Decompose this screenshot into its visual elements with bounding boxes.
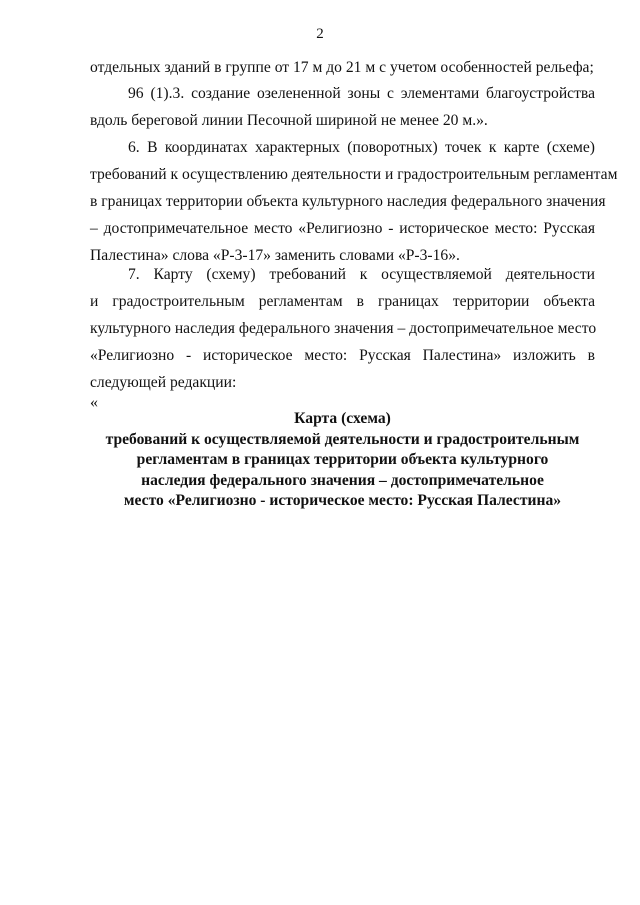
paragraph-line: «Религиозно - историческое место: Русская Палестина» изложить в — [90, 347, 595, 364]
page-number: 2 — [316, 26, 324, 42]
paragraph-item-7 — [90, 261, 595, 396]
paragraph-line: 96 (1).3. создание озелененной зоны с элементами благоустройства — [128, 85, 595, 102]
paragraph-line: культурного наследия федерального значения – достопримечательное место — [90, 320, 597, 337]
paragraph-line: Палестина» слова «Р-3-17» заменить словами «Р-3-16». — [90, 247, 460, 264]
paragraph-line: вдоль береговой линии Песочной шириной не менее 20 м.». — [90, 112, 488, 129]
map-title-line: Карта (схема) — [294, 410, 391, 427]
paragraph-line: и градостроительным регламентам в границах территории объекта — [90, 293, 595, 310]
paragraph-line: 7. Карту (схему) требований к осуществляемой деятельности — [128, 266, 595, 283]
paragraph-item-6 — [90, 134, 618, 269]
paragraph-line: 6. В координатах характерных (поворотных) точек к карте (схеме) — [128, 139, 595, 156]
opening-quote-mark: « — [90, 394, 98, 411]
paragraph-item-96-1-3 — [90, 80, 595, 134]
paragraph-line: следующей редакции: — [90, 374, 237, 391]
paragraph-line: в границах территории объекта культурного наследия федерального значения — [90, 193, 606, 210]
map-title-heading — [90, 409, 595, 512]
paragraph-line: требований к осуществлению деятельности и градостроительным регламентам — [90, 166, 618, 183]
map-title-line: регламентам в границах территории объекта культурного — [136, 451, 549, 468]
map-title-line: место «Религиозно - историческое место: Русская Палестина» — [123, 492, 562, 509]
paragraph-line: – достопримечательное место «Религиозно - историческое место: Русская — [90, 220, 595, 237]
map-title-line: требований к осуществляемой деятельности и градостроительным — [105, 430, 580, 448]
paragraph-line: отдельных зданий в группе от 17 м до 21 м с учетом особенностей рельефа; — [90, 59, 594, 76]
paragraph-continuation — [90, 54, 595, 81]
map-title-line: наследия федерального значения – достопримечательное — [141, 471, 544, 489]
